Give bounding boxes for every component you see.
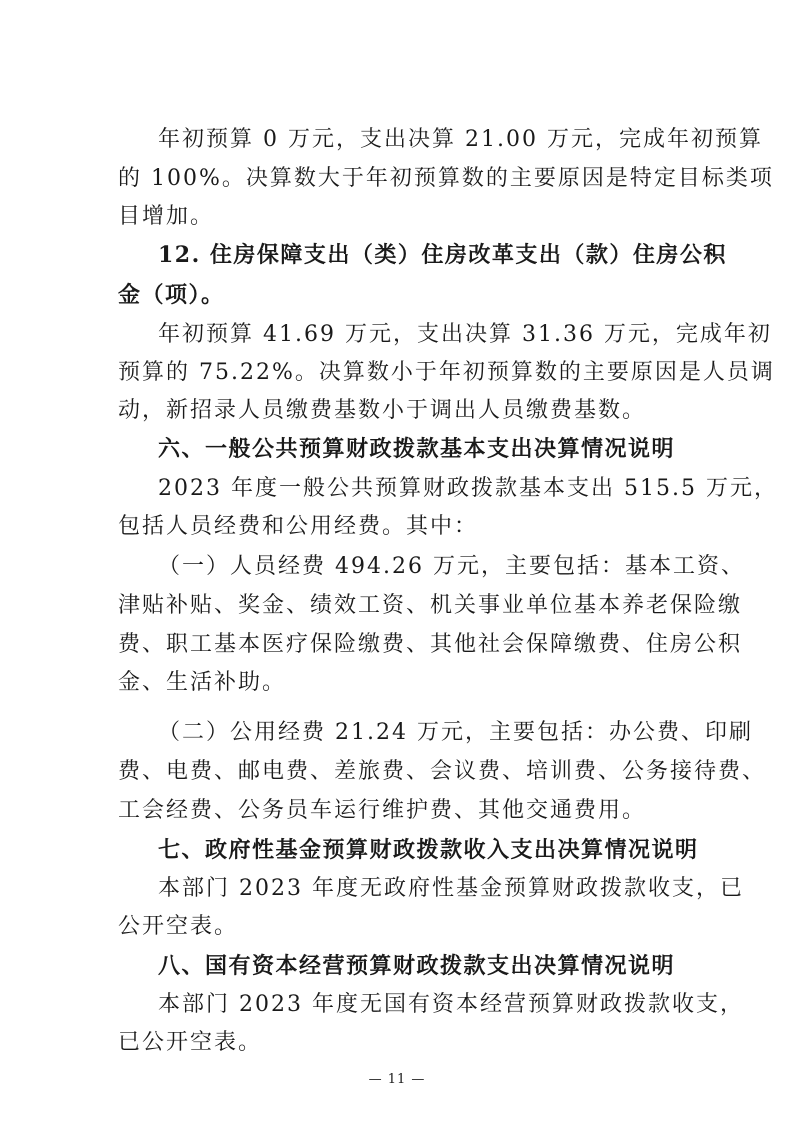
paragraph-line: 年初预算 0 万元，支出决算 21.00 万元，完成年初预算 [158,127,763,152]
paragraph-line: 的 100%。决算数大于年初预算数的主要原因是特定目标类项 [118,166,774,191]
paragraph-line: 工会经费、公务员车运行维护费、其他交通费用。 [118,798,647,823]
section-heading-eight: 八、国有资本经营预算财政拨款支出决算情况说明 [158,953,676,979]
paragraph-line: 预算的 75.22%。决算数小于年初预算数的主要原因是人员调 [118,360,775,385]
paragraph-line: 津贴补贴、奖金、绩效工资、机关事业单位基本养老保险缴 [118,593,743,618]
paragraph-line: 包括人员经费和公用经费。其中： [118,514,479,539]
paragraph-line: 本部门 2023 年度无国有资本经营预算财政拨款收支， [158,992,744,1017]
paragraph-line: 2023 年度一般公共预算财政拨款基本支出 515.5 万元， [158,476,778,501]
paragraph-line: 目增加。 [118,204,215,229]
paragraph-line: 公开空表。 [118,914,239,939]
paragraph-line: 年初预算 41.69 万元，支出决算 31.36 万元，完成年初 [158,322,772,347]
section-heading-line: 金（项）。 [118,282,225,308]
paragraph-line: 动，新招录人员缴费基数小于调出人员缴费基数。 [118,398,647,423]
page-number: — 11 — [368,1072,426,1087]
section-heading-six: 六、一般公共预算财政拨款基本支出决算情况说明 [158,436,676,462]
paragraph-line: 金、生活补助。 [118,670,287,695]
paragraph-line: （二）公用经费 21.24 万元，主要包括：办公费、印刷 [158,720,753,745]
paragraph-line: 费、电费、邮电费、差旅费、会议费、培训费、公务接待费、 [118,759,767,784]
section-heading-line: 12. 住房保障支出（类）住房改革支出（款）住房公积 [158,242,727,268]
paragraph-line: 已公开空表。 [118,1030,263,1055]
paragraph-line: 费、职工基本医疗保险缴费、其他社会保障缴费、住房公积 [118,632,743,657]
section-heading-seven: 七、政府性基金预算财政拨款收入支出决算情况说明 [158,837,699,863]
paragraph-line: 本部门 2023 年度无政府性基金预算财政拨款收支，已 [158,876,744,901]
paragraph-line: （一）人员经费 494.26 万元，主要包括：基本工资、 [158,554,745,579]
